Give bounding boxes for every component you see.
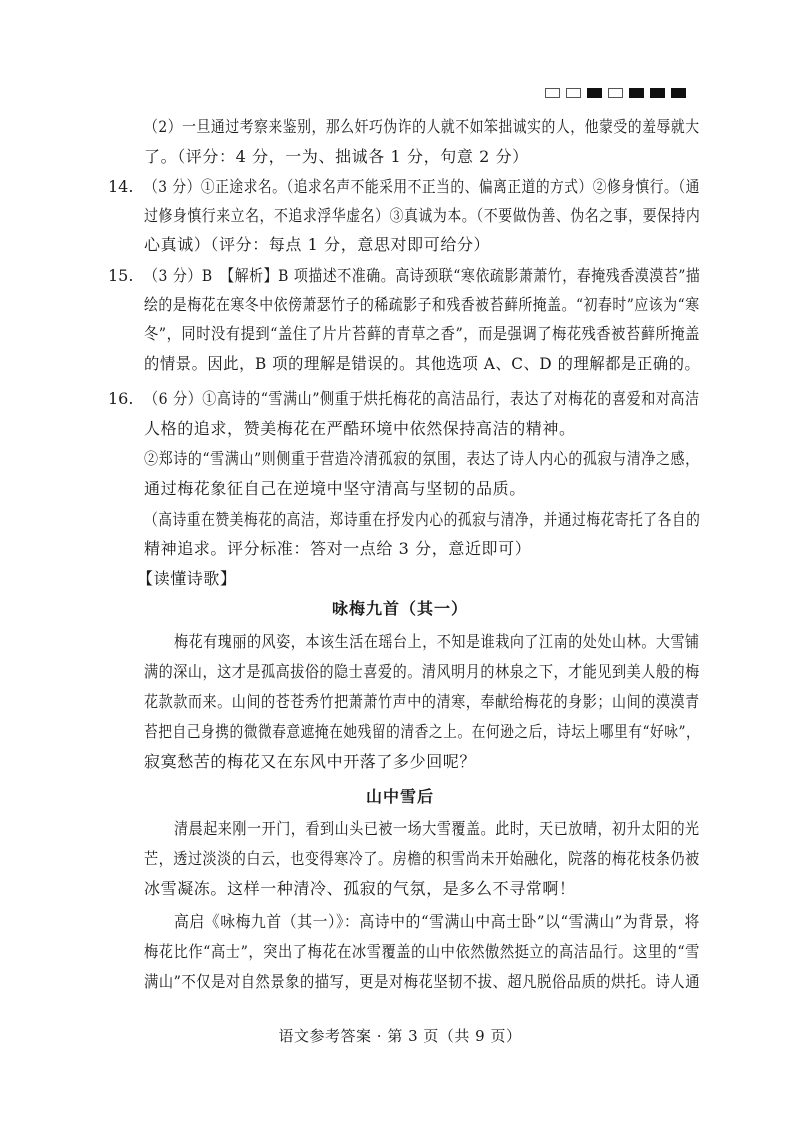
analysis-line-2: 梅花比作“高士”，突出了梅花在冰雪覆盖的山中依然傲然挺立的高洁品行。这里的“雪 xyxy=(144,942,700,961)
marker-square-filled xyxy=(629,88,644,98)
q16-line-1: （6 分）①高诗的“雪满山”侧重于烘托梅花的高洁品行，表达了对梅花的喜爱和对高洁 xyxy=(144,389,700,408)
q16-line-2: 人格的追求，赞美梅花在严酷环境中依然保持高洁的精神。 xyxy=(144,419,576,438)
poem2-line-3: 冰雪凝冻。这样一种清冷、孤寂的气氛，是多么不寻常啊！ xyxy=(144,879,576,898)
q13-part2-line-2: 了。（评分：4 分，一为、拙诚各 1 分，句意 2 分） xyxy=(144,147,529,166)
poem2-line-1: 清晨起来刚一开门，看到山头已被一场大雪覆盖。此时，天已放晴，初升太阳的光 xyxy=(174,819,700,838)
q14-number: 14. xyxy=(108,177,134,196)
q14-line-3: 心真诚）（评分：每点 1 分，意思对即可给分） xyxy=(144,235,491,254)
q14-line-1: （3 分）①正途求名。（追求名声不能采用不正当的、偏离正道的方式）②修身慎行。（通 xyxy=(144,177,700,196)
q15-line-4: 的情景。因此，B 项的理解是错误的。其他选项 A、C、D 的理解都是正确的。 xyxy=(144,354,701,373)
poem1-title: 咏梅九首（其一） xyxy=(331,599,468,618)
q16-line-6: 精神追求。评分标准：答对一点给 3 分，意近即可） xyxy=(144,539,532,558)
q15-line-1: （3 分）B 【解析】B 项描述不准确。高诗颈联“寒依疏影萧萧竹，春掩残香漠漠苔”描 xyxy=(144,266,701,285)
page-marker-squares xyxy=(545,88,686,98)
poem2-line-2: 芒，透过淡淡的白云，也变得寒冷了。房檐的积雪尚未开始融化，院落的梅花枝条仍被 xyxy=(144,849,700,868)
poem1-line-1: 梅花有瑰丽的风姿，本该生活在瑶台上，不知是谁栽向了江南的处处山林。大雪铺 xyxy=(174,632,700,651)
q15-line-3: 冬”，同时没有提到“盖住了片片苔藓的青草之香”，而是强调了梅花残香被苔藓所掩盖 xyxy=(144,324,700,343)
marker-square-empty xyxy=(608,88,623,98)
poem1-line-3: 花款款而来。山间的苍苍秀竹把萧萧竹声中的清寒，奉献给梅花的身影；山间的漠漠青 xyxy=(144,692,700,711)
analysis-line-3: 满山”不仅是对自然景象的描写，更是对梅花坚韧不拔、超凡脱俗品质的烘托。诗人通 xyxy=(144,972,701,991)
marker-square-filled xyxy=(587,88,602,98)
q14-line-2: 过修身慎行来立名，不追求浮华虚名）③真诚为本。（不要做伪善、伪名之事，要保持内 xyxy=(144,206,701,225)
analysis-line-1: 高启《咏梅九首（其一）》：高诗中的“雪满山中高士卧”以“雪满山”为背景，将 xyxy=(174,912,700,931)
marker-square-filled xyxy=(650,88,665,98)
q15-number: 15. xyxy=(108,266,134,285)
marker-square-empty xyxy=(566,88,581,98)
q16-line-4: 通过梅花象征自己在逆境中坚守清高与坚韧的品质。 xyxy=(144,479,526,498)
poem1-line-2: 满的深山，这才是孤高拔俗的隐士喜爱的。清风明月的林泉之下，才能见到美人般的梅 xyxy=(144,662,700,681)
reading-heading: 【读懂诗歌】 xyxy=(137,569,237,588)
marker-square-filled xyxy=(671,88,686,98)
marker-square-empty xyxy=(545,88,560,98)
poem1-line-5: 寂寞愁苦的梅花又在东风中开落了多少回呢？ xyxy=(144,752,477,771)
q13-part2-line-1: （2）一旦通过考察来鉴别，那么奸巧伪诈的人就不如笨拙诚实的人，他蒙受的羞辱就大 xyxy=(144,117,700,136)
poem1-line-4: 苔把自己身携的微微春意遮掩在她残留的清香之上。在何逊之后，诗坛上哪里有“好咏”， xyxy=(144,722,701,741)
q15-line-2: 绘的是梅花在寒冬中依傍萧瑟竹子的稀疏影子和残香被苔藓所掩盖。“初春时”应该为“寒 xyxy=(144,295,700,314)
poem2-title: 山中雪后 xyxy=(365,787,434,806)
q16-line-3: ②郑诗的“雪满山”则侧重于营造冷清孤寂的氛围，表达了诗人内心的孤寂与清净之感， xyxy=(144,449,700,468)
q16-line-5: （高诗重在赞美梅花的高洁，郑诗重在抒发内心的孤寂与清净，并通过梅花寄托了各自的 xyxy=(144,510,701,529)
page-footer: 语文参考答案 · 第 3 页（共 9 页） xyxy=(278,1027,522,1045)
q16-number: 16. xyxy=(108,389,134,408)
